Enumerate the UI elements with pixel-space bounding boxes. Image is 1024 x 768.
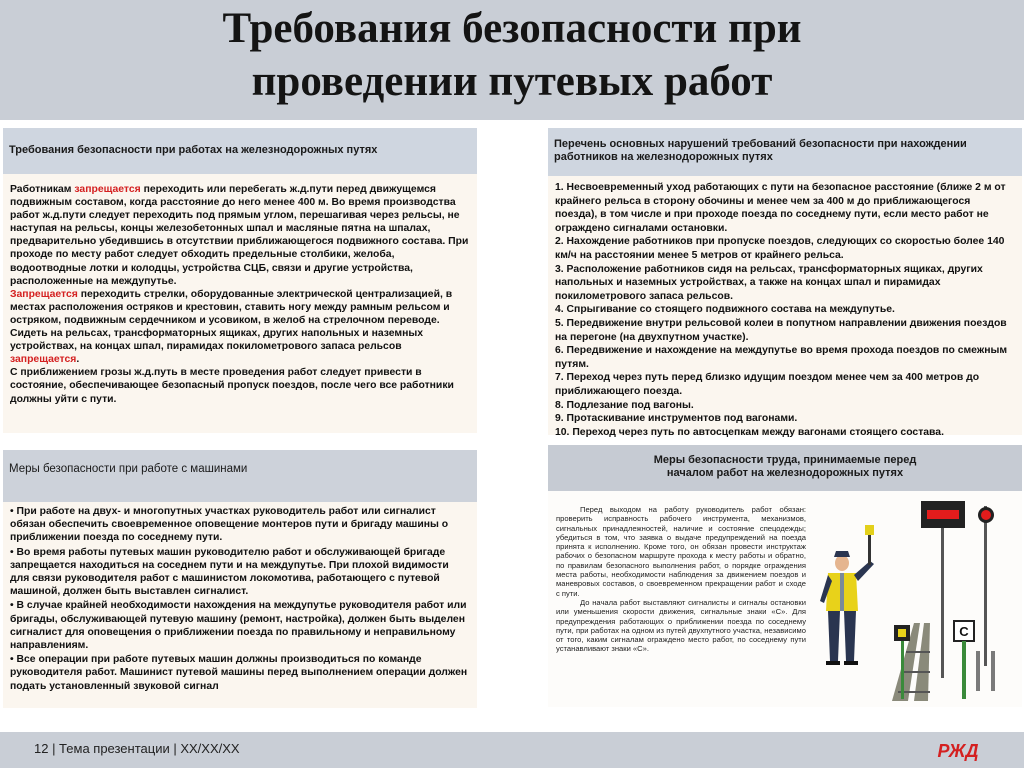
paragraph bbox=[10, 288, 470, 327]
list-item: 7. Переход через путь перед близко идущим поездом менее чем за 400 метров до приближающего поезда. bbox=[555, 372, 980, 397]
panel-body bbox=[548, 176, 1022, 438]
panel-header-line1: Меры безопасности труда, принимаемые перед bbox=[653, 454, 917, 466]
slide-title-line1: Требования безопасности при bbox=[222, 5, 802, 52]
list-item: 3. Расположение работников сидя на рельсах, трансформаторных ящиках, других напольных и наземных устройствах, а также на концах шпал и пирамидах покилометрового запаса рельсов. bbox=[555, 263, 983, 302]
panel-header: Требования безопасности при работах на железнодорожных путях bbox=[3, 128, 477, 174]
sign-letter: С bbox=[959, 624, 969, 639]
highlight-prohibited: Запрещается bbox=[10, 288, 78, 300]
list-item: • При работе на двух- и многопутных участках руководитель работ или сигналист обязан обеспечить своевременное оповещение монтеров пути и бригаду машины о приближении поезда по соседнему пути. bbox=[10, 506, 449, 544]
panel-header: Перечень основных нарушений требований безопасности при нахождении работников на железнодорожных путях bbox=[548, 128, 1022, 176]
panel-body bbox=[3, 502, 477, 708]
list-item: 4. Спрыгивание со стоящего подвижного состава на междупутье. bbox=[555, 304, 895, 316]
list-item: • Во время работы путевых машин руководителю работ и обслуживающей бригаде запрещается находиться на соседнем пути и на междупутье. При плохой видимости для связи руководителя работ с машинистом локомотива, работающего с путевой машиной, должен быть выставлен сигналист. bbox=[10, 546, 449, 598]
panel-violations bbox=[548, 128, 1022, 438]
panel-text bbox=[556, 505, 806, 654]
text: . bbox=[76, 354, 80, 366]
list-item: 10. Переход через путь по автосцепкам между вагонами стоящего состава. bbox=[555, 426, 944, 438]
text: Работникам bbox=[10, 184, 75, 195]
paragraph: До начала работ выставляют сигналисты и сигналы остановки или уменьшения скорости движения, сигнальные знаки «С». Для предупреждения работающих о приближении поезда по соседнему пути, при работах на одном из путей двухпутного участка, независимо от того, каким сигналам ограждено место работ, по соседнему пути устанавливают знаки «С». bbox=[556, 597, 806, 654]
svg-text:РЖД: РЖД bbox=[937, 741, 979, 761]
highlight-prohibited: запрещается bbox=[10, 354, 77, 366]
slide-title-line2: проведении путевых работ bbox=[251, 58, 773, 105]
panel-pre-work-measures bbox=[548, 445, 1022, 707]
paragraph bbox=[10, 327, 470, 366]
list-item: 1. Несвоевременный уход работающих с пути на безопасное расстояние (ближе 2 м от крайнего рельса в сторону обочины и менее чем за 400 м до приближающегося поезда), в том числе и при проходе поезда по соседнему пути, если место работ не ограждено сигналами остановки. bbox=[555, 182, 1006, 234]
text: Сидеть на рельсах, трансформаторных ящиках, других напольных и наземных устройствах, на концах шпал, пирамидах покилометрового запаса рельсов bbox=[10, 328, 424, 353]
slide-title bbox=[0, 2, 1024, 108]
signal-light-icon bbox=[976, 506, 995, 691]
list-item: 5. Передвижение внутри рельсовой колеи в попутном направлении движения поездов на перегоне (на двухпутном участке). bbox=[555, 317, 1007, 343]
panel-header bbox=[548, 445, 1022, 491]
signalman-figure bbox=[820, 525, 874, 665]
list-item: • Все операции при работе путевых машин должны производиться по команде руководителя работ. Машинист путевой машины перед выполнением операции должен подать установленный звуковой сигнал bbox=[10, 654, 468, 692]
panel-header-line2: началом работ на железнодорожных путях bbox=[666, 467, 904, 479]
violations-list bbox=[555, 181, 1015, 439]
list-item: • В случае крайней необходимости нахождения на междупутье руководителя работ или бригады, обслуживающей путевую машину (ремонт, настройка), должен быть выделен сигналист для оповещения о приближении поезда по правильному и неправильному направлениям. bbox=[10, 600, 467, 652]
panel-track-requirements bbox=[3, 128, 477, 433]
paragraph bbox=[10, 183, 470, 288]
text: переходить или перебегать ж.д.пути перед движущемся подвижным составом, когда расстояние до него менее 400 м. Во время производства работ ж.д.пути следует переходить под прямым углом, перешагивая через рельсы, не наступая на рельсы, концы железобетонных шпал и масляные пятна на шпалах, предварительно убедившись в отсутствии приближающегося подвижного состава. При проходе по месту работ следует обходить предельные столбики, желоба, водоотводные лотки и колодцы, устройства СЦБ, связи и другие устройства, расположенные на междупутье. bbox=[10, 184, 469, 287]
panel-header: Меры безопасности при работе с машинами bbox=[3, 450, 477, 502]
highlight-prohibited: запрещается bbox=[74, 184, 141, 195]
whistle-c-sign-icon bbox=[954, 621, 974, 699]
paragraph: Перед выходом на работу руководитель работ обязан: проверить исправность рабочего инструмента, механизмов, сигнальных принадлежностей, наличие и состояние спецодежды; убедиться в том, что заявка о выдаче предупреждений на поезда принята к исполнению. Кроме того, он обязан провести инструктаж рабочих о безопасном маршруте прохода к месту работы и обратно, по правилам безопасного выполнения работ, о порядке ограждения места работы, необходимости наблюдения за движением поездов и маневровых составов, о своевременном прекращении работ и сходе с пути. bbox=[556, 505, 806, 598]
list-item: 2. Нахождение работников при пропуске поездов, следующих со скоростью более 140 км/ч на расстоянии менее 5 метров от крайнего рельса. bbox=[555, 236, 1005, 261]
list-item: 9. Протаскивание инструментов под вагонами. bbox=[555, 413, 798, 425]
panel-machine-safety bbox=[3, 450, 477, 708]
signals-illustration bbox=[810, 501, 1020, 701]
paragraph: С приближением грозы ж.д.путь в месте проведения работ следует привести в состояние, обеспечивающее безопасный пропуск поездов, после чего все работники должны уйти с пути. bbox=[10, 367, 454, 405]
panel-body bbox=[548, 491, 1022, 707]
panel-body bbox=[3, 174, 477, 433]
text: переходить стрелки, оборудованные электрической централизацией, в местах расположения остряков и крестовин, ставить ногу между рамным рельсом и остряком, подвижным сердечником и усовиком, в желоб на стрелочном переводе. bbox=[10, 288, 453, 326]
list-item: 8. Подлезание под вагоны. bbox=[555, 399, 694, 411]
rzd-logo bbox=[930, 737, 986, 763]
footer-text: 12 | Тема презентации | XX/XX/XX bbox=[34, 741, 240, 756]
list-item: 6. Передвижение и нахождение на междупутье во время прохода поездов по смежным путям. bbox=[555, 345, 1008, 370]
